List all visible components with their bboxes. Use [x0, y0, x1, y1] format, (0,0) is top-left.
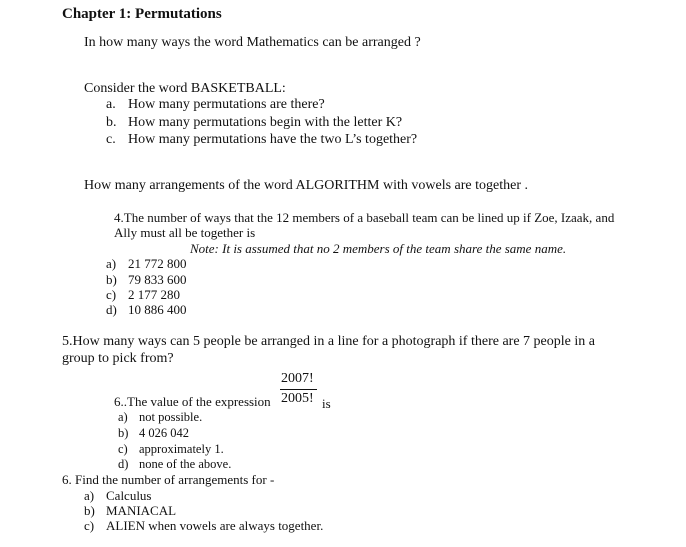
- question-7-item-c: [84, 519, 323, 532]
- option-label: b): [118, 426, 129, 440]
- question-3: How many arrangements of the word ALGORITHM with vowels are together .: [84, 178, 529, 193]
- question-4-line-2: Ally must all be together is: [114, 225, 256, 240]
- question-7-item-a: [84, 489, 152, 502]
- question-6-option-a: [118, 411, 202, 424]
- option-text: 2 177 280: [128, 287, 180, 302]
- item-label: a): [84, 488, 95, 503]
- question-2-item-b: [106, 116, 402, 130]
- option-text: 4 026 042: [139, 426, 189, 440]
- option-text: 21 772 800: [128, 256, 187, 271]
- item-text: How many permutations begin with the letter K?: [128, 115, 403, 130]
- option-label: c): [118, 442, 128, 456]
- fraction-numerator: 2007!: [281, 371, 314, 386]
- question-4-option-a: [106, 257, 187, 270]
- question-4-option-d: [106, 303, 187, 316]
- item-label: b.: [106, 115, 117, 130]
- option-text: none of the above.: [139, 457, 232, 471]
- option-text: 79 833 600: [128, 272, 187, 287]
- option-text: approximately 1.: [139, 442, 224, 456]
- question-6-option-b: [118, 427, 189, 440]
- question-6-prefix: 6..The value of the expression: [114, 394, 271, 409]
- item-text: How many permutations have the two L’s together?: [128, 132, 418, 147]
- question-5-line-2: group to pick from?: [62, 351, 174, 366]
- item-label: a.: [106, 97, 116, 112]
- item-text: How many permutations are there?: [128, 97, 325, 112]
- option-label: b): [106, 272, 117, 287]
- question-7-item-b: [84, 504, 176, 517]
- option-text: 10 886 400: [128, 302, 187, 317]
- chapter-title: Chapter 1: Permutations: [62, 6, 222, 22]
- question-1: In how many ways the word Mathematics can be arranged ?: [84, 35, 421, 50]
- option-label: c): [106, 287, 117, 302]
- item-label: c): [84, 518, 95, 533]
- question-6-suffix: is: [322, 396, 331, 411]
- fraction-bar: [280, 389, 317, 390]
- question-4-option-c: [106, 288, 180, 301]
- option-label: d): [106, 302, 117, 317]
- question-4-option-b: [106, 273, 187, 286]
- item-text: MANIACAL: [106, 503, 177, 518]
- option-label: a): [106, 256, 117, 271]
- item-label: b): [84, 503, 95, 518]
- item-text: Calculus: [106, 488, 152, 503]
- question-4-note: Note: It is assumed that no 2 members of the team share the same name.: [190, 241, 567, 256]
- item-label: c.: [106, 132, 116, 147]
- option-label: d): [118, 457, 129, 471]
- item-text: ALIEN when vowels are always together.: [106, 518, 324, 533]
- question-2-item-c: [106, 133, 417, 147]
- question-2-item-a: [106, 98, 325, 112]
- question-2-intro: Consider the word BASKETBALL:: [84, 81, 286, 96]
- fraction-denominator: 2005!: [281, 391, 314, 406]
- question-5-line-1: 5.How many ways can 5 people be arranged in a line for a photograph if there are 7 people in a: [62, 334, 595, 349]
- question-6-option-c: [118, 443, 224, 456]
- question-6-option-d: [118, 458, 231, 471]
- option-text: not possible.: [139, 410, 203, 424]
- question-4-line-1: 4.The number of ways that the 12 members of a baseball team can be lined up if Zoe, Izaak, and: [114, 210, 615, 225]
- question-7-title: 6. Find the number of arrangements for -: [62, 472, 275, 487]
- option-label: a): [118, 410, 128, 424]
